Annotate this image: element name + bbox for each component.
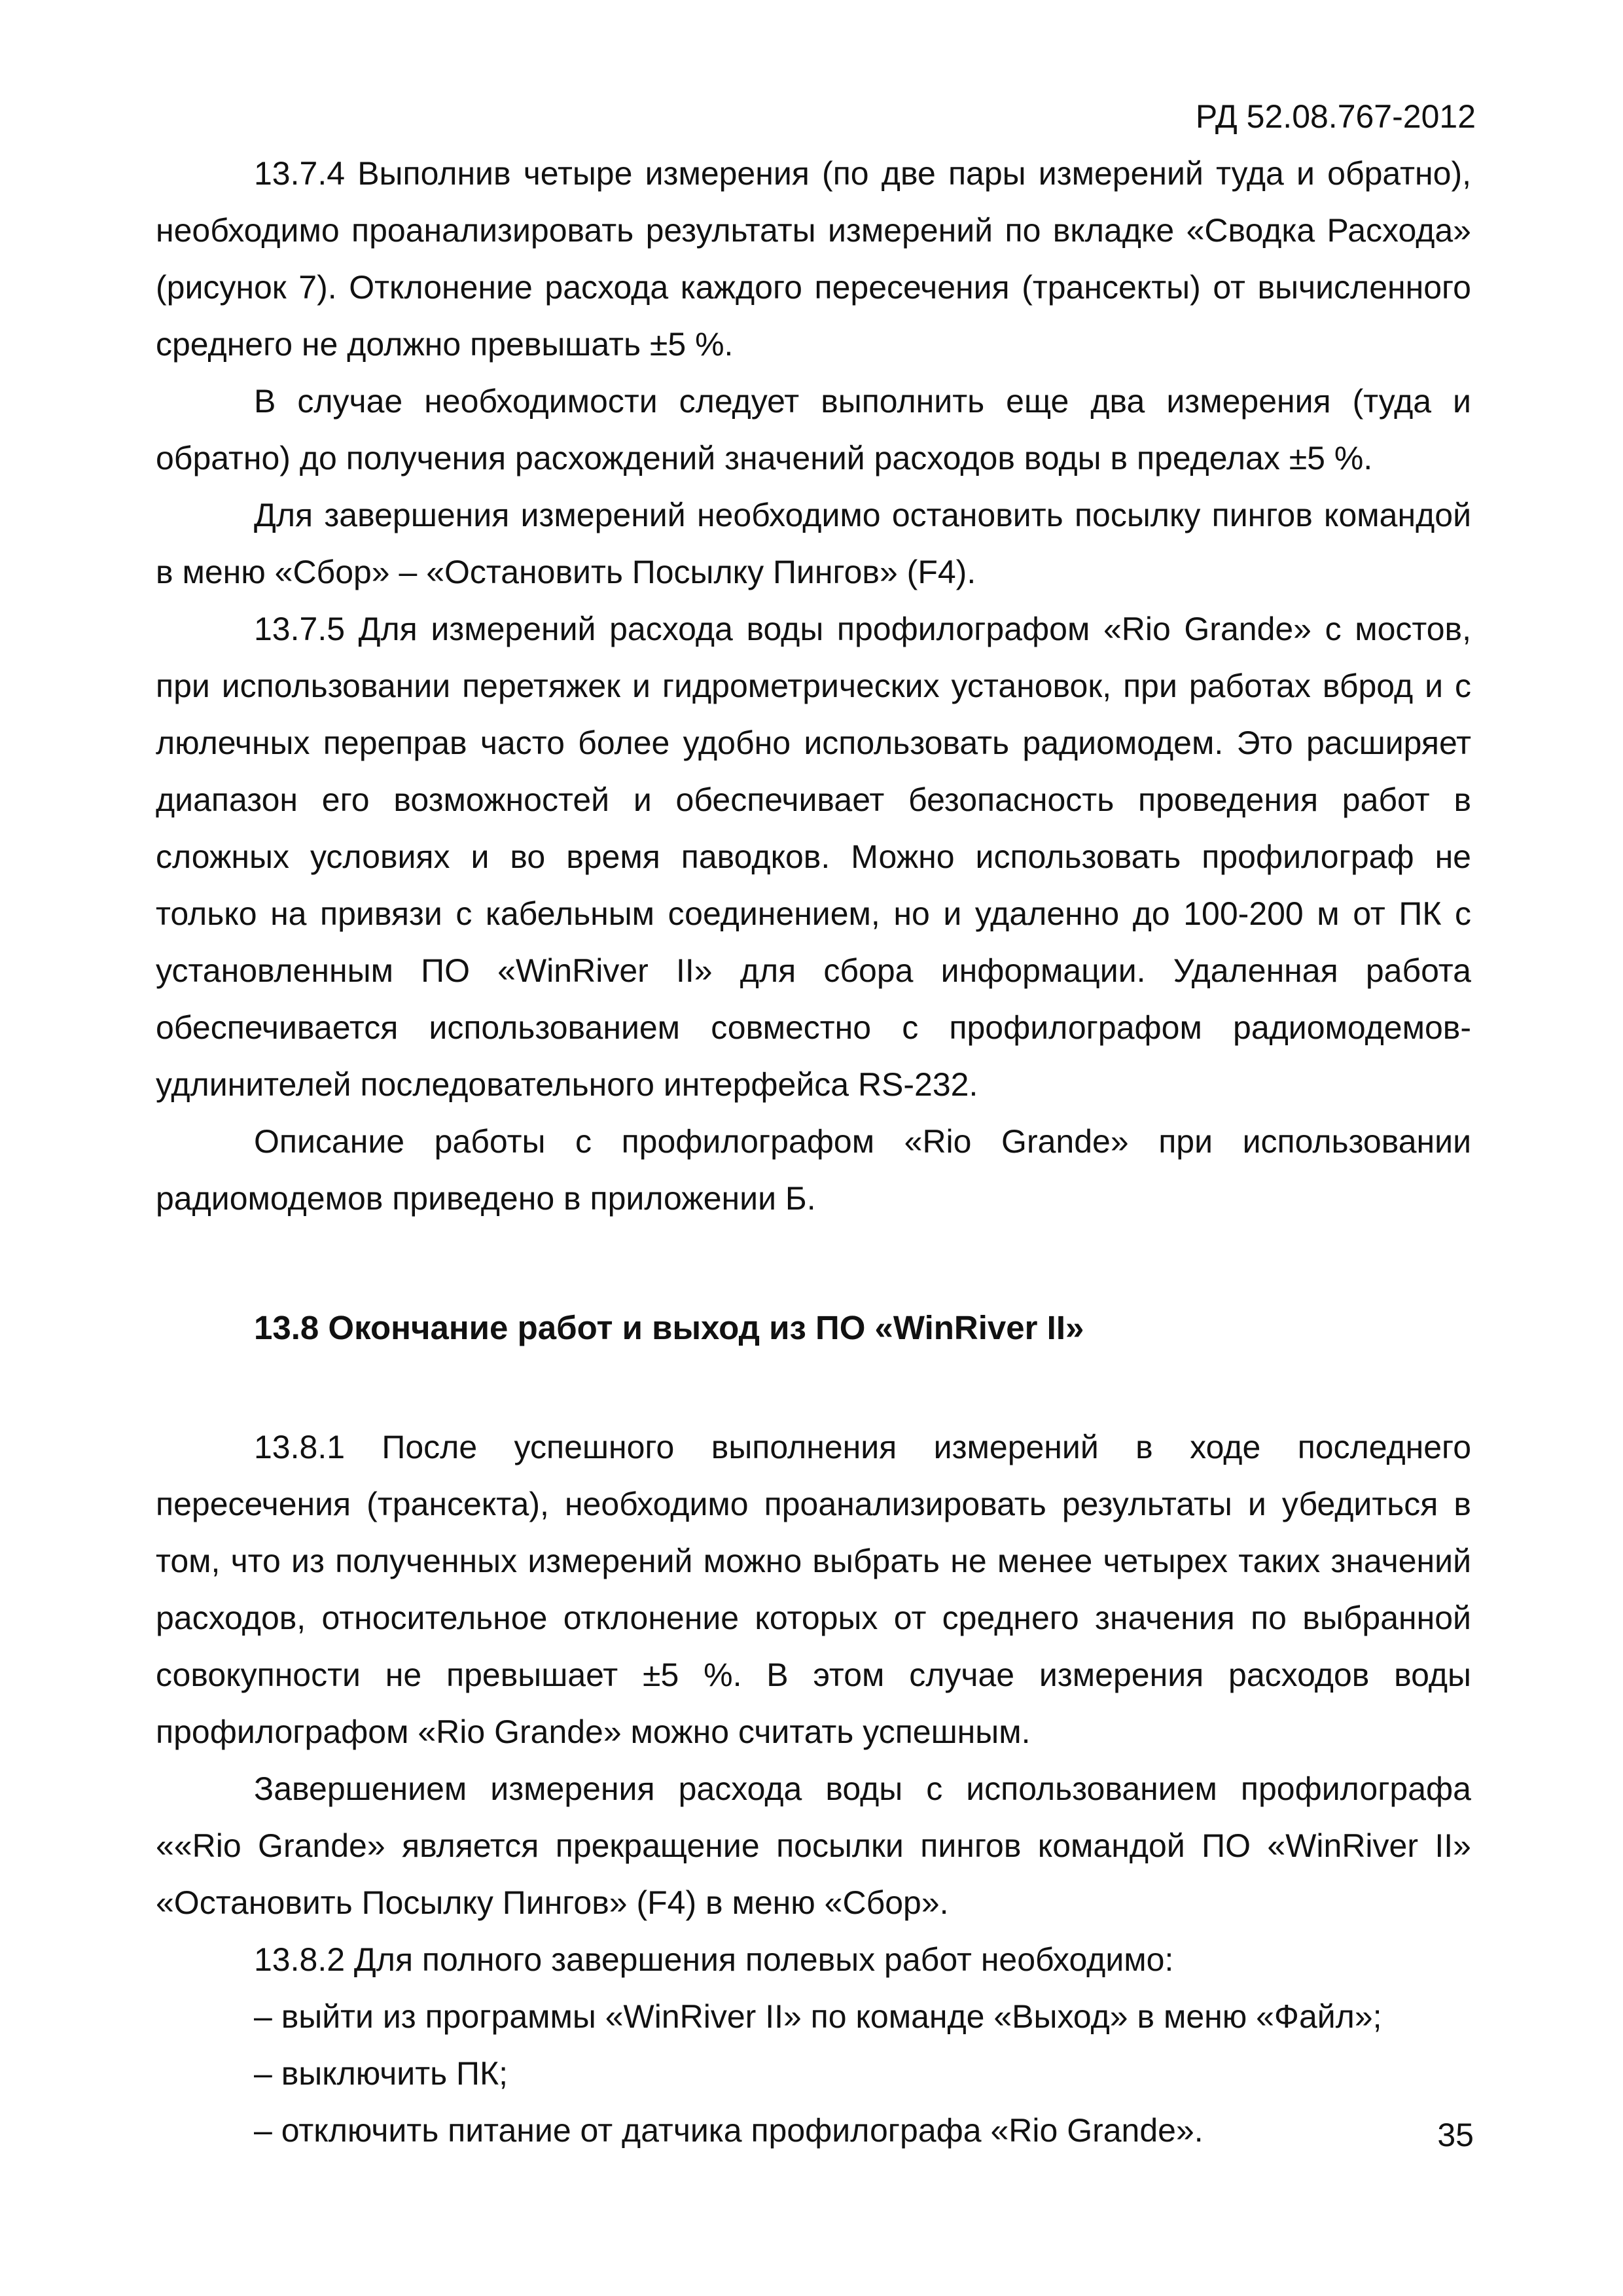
paragraph-stop-pings: Для завершения измерений необходимо остановить посылку пингов командой в меню «Сбор» – «Остановить Посылку Пингов» (F4).	[156, 497, 1471, 590]
document-code: РД 52.08.767-2012	[1195, 98, 1476, 135]
paragraph-13-7-4: 13.7.4 Выполнив четыре измерения (по две пары измерений туда и обратно), необходимо проанализировать результаты измерений по вкладке «Сводка Расхода» (рисунок 7). Отклонение расхода каждого пересечения (трансекты) от вычисленного среднего не должно превышать ±5 %.	[156, 155, 1471, 363]
page-body	[156, 145, 1471, 2159]
section-heading-13-8: 13.8 Окончание работ и выход из ПО «WinRiver II»	[254, 1309, 1084, 1346]
paragraph-repeat-measurements: В случае необходимости следует выполнить еще два измерения (туда и обратно) до получения расхождений значений расходов воды в пределах ±5 %.	[156, 383, 1471, 476]
paragraph-13-8-2: 13.8.2 Для полного завершения полевых работ необходимо:	[254, 1941, 1174, 1978]
list-item: – выйти из программы «WinRiver II» по команде «Выход» в меню «Файл»;	[254, 1998, 1382, 2035]
paragraph-13-8-1: 13.8.1 После успешного выполнения измерений в ходе последнего пересечения (трансекта), необходимо проанализировать результаты и убедиться в том, что из полученных измерений можно выбрать не менее четырех таких значений расходов, относительное отклонение которых от среднего значения по выбранной совокупности не превышает ±5 %. В этом случае измерения расходов воды профилографом «Rio Grande» можно считать успешным.	[156, 1429, 1471, 1750]
paragraph-13-7-5: 13.7.5 Для измерений расхода воды профилографом «Rio Grande» с мостов, при использовании перетяжек и гидрометрических установок, при работах вброд и с люлечных переправ часто более удобно использовать радиомодем. Это расширяет диапазон его возможностей и обеспечивает безопасность проведения работ в сложных условиях и во время паводков. Можно использовать профилограф не только на привязи с кабельным соединением, но и удаленно до 100-200 м от ПК с установленным ПО «WinRiver II» для сбора информации. Удаленная работа обеспечивается использованием совместно с профилографом радиомодемов-удлинителей последовательного интерфейса RS-232.	[156, 611, 1471, 1103]
paragraph-radiomodem-reference: Описание работы с профилографом «Rio Grande» при использовании радиомодемов приведено в приложении Б.	[156, 1123, 1471, 1217]
page-number: 35	[1437, 2117, 1474, 2153]
paragraph-completion: Завершением измерения расхода воды с использованием профилографа ««Rio Grande» является прекращение посылки пингов командой ПО «WinRiver II» «Остановить Посылку Пингов» (F4) в меню «Сбор».	[156, 1770, 1471, 1921]
list-item: – отключить питание от датчика профилографа «Rio Grande».	[254, 2112, 1204, 2149]
list-item: – выключить ПК;	[254, 2055, 508, 2092]
